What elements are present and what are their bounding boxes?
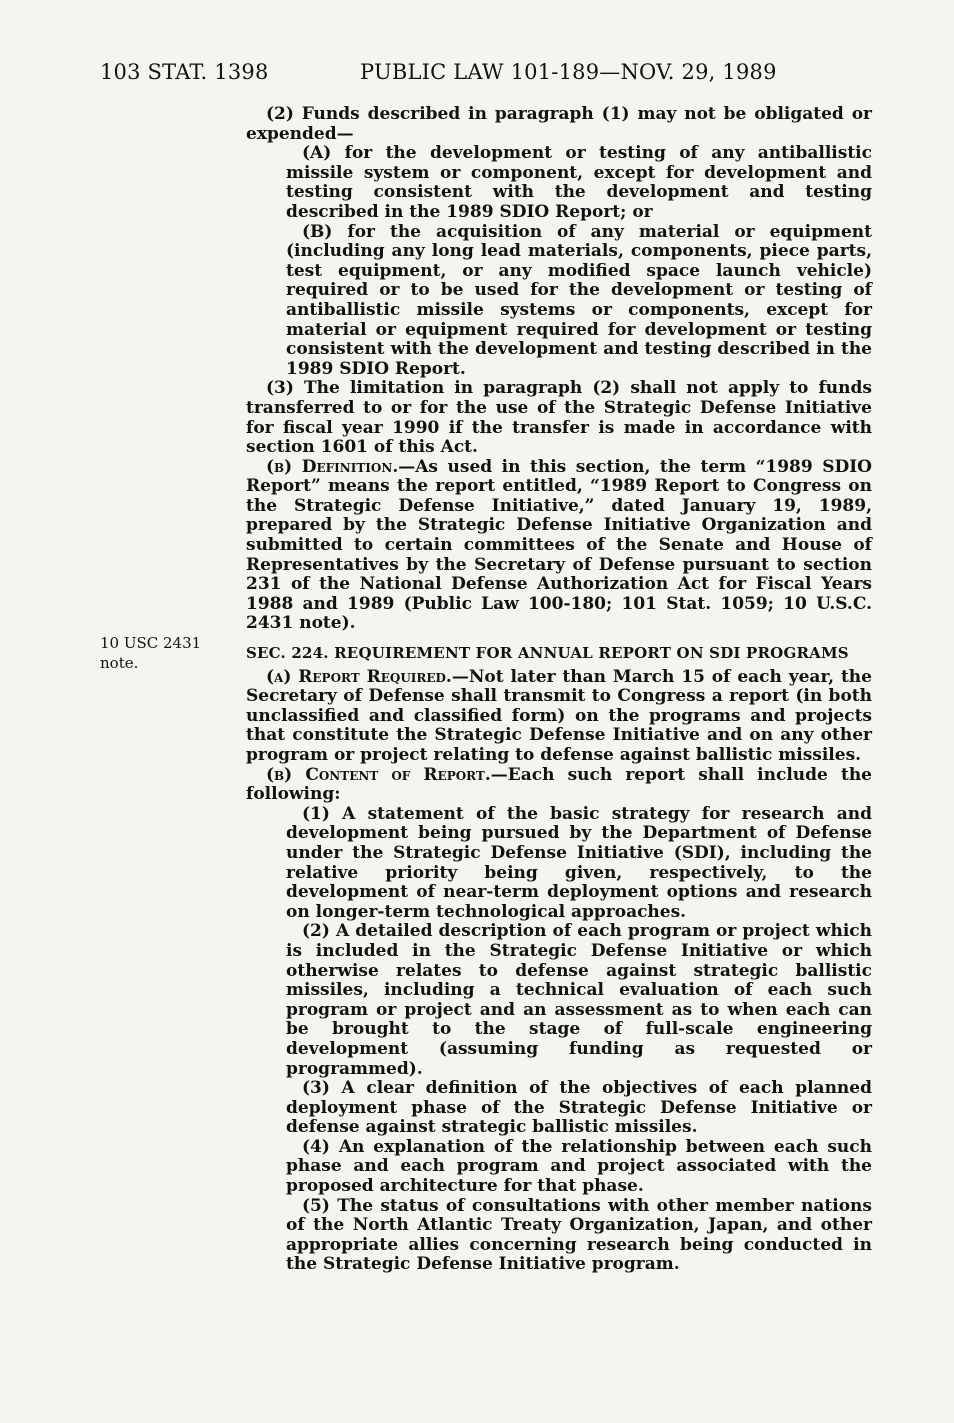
- subsection-b-definition: [246, 458, 872, 634]
- subsection-b-heading: (b) Definition.: [266, 456, 399, 477]
- body-text: [246, 105, 872, 1275]
- subsection-b-content: [246, 766, 872, 805]
- subsection-a-report-required: [246, 668, 872, 766]
- public-law-title: PUBLIC LAW 101-189—NOV. 29, 1989: [360, 60, 777, 84]
- item-3: (3) A clear definition of the objectives of each planned deployment phase of the Strategic Defense Initiative or defense against strategic ballistic missiles.: [286, 1078, 872, 1138]
- subparagraph-b: (B) for the acquisition of any material or equipment (including any long lead materials, components, piece parts, test equipment, or any modified space launch vehicle) required or to be used for the development or testing of antiballistic missile systems or components, except for material or equipment required for development or testing consistent with the development and testing described in the 1989 SDIO Report.: [286, 221, 872, 379]
- margin-note: [100, 633, 201, 673]
- section-heading: SEC. 224. REQUIREMENT FOR ANNUAL REPORT ON SDI PROGRAMS: [246, 644, 849, 663]
- subsection-b-text: —As used in this section, the term “1989 SDIO Report” means the report entitled, “1989 Report to Congress on the Strategic Defense Initiative,” dated January 19, 1989, prepared by the Strategic Defense Initiative Organization and submitted to certain committees of the Senate and House of Representatives by the Secretary of Defense pursuant to section 231 of the National Defense Authorization Act for Fiscal Years 1988 and 1989 (Public Law 100-180; 101 Stat. 1059; 10 U.S.C. 2431 note).: [246, 456, 872, 634]
- margin-note-citation: 10 USC 2431: [100, 634, 202, 652]
- subsection-b-content-text: —Each such report shall include the following:: [246, 764, 872, 805]
- paragraph-2: (2) Funds described in paragraph (1) may not be obligated or expended—: [246, 104, 872, 144]
- item-4: (4) An explanation of the relationship between each such phase and each program and project associated with the proposed architecture for that phase.: [286, 1136, 872, 1197]
- paragraph-3: (3) The limitation in paragraph (2) shall not apply to funds transferred to or for the use of the Strategic Defense Initiative for fiscal year 1990 if the transfer is made in accordance with section 1601 of this Act.: [246, 378, 872, 458]
- item-2: (2) A detailed description of each program or project which is included in the Strategic Defense Initiative or which otherwise relates to defense against strategic ballistic missiles, including a technical evaluation of each such program or project and an assessment as to when each can be brought to the stage of full-scale engineering development (assuming funding as requested or programmed).: [286, 921, 872, 1079]
- margin-note-suffix: note.: [100, 654, 139, 672]
- subsection-b-content-heading: (b) Content of Report.: [266, 764, 491, 785]
- stat-citation: 103 STAT. 1398: [100, 60, 269, 84]
- subsection-a-text: —Not later than March 15 of each year, the Secretary of Defense shall transmit to Congress a report (in both unclassified and classified form) on the programs and projects that constitute the Strategic Defense Initiative and on any other program or project relating to defense against ballistic missiles.: [246, 666, 872, 765]
- item-1: (1) A statement of the basic strategy for research and development being pursued by the Department of Defense under the Strategic Defense Initiative (SDI), including the relative priority being given, respectively, to the development of near-term deployment options and research on longer-term technological approaches.: [286, 803, 872, 922]
- subparagraph-a: (A) for the development or testing of any antiballistic missile system or component, except for development and testing consistent with the development and testing described in the 1989 SDIO Report; or: [286, 143, 872, 222]
- subsection-a-heading: (a) Report Required.: [266, 666, 452, 687]
- item-5: (5) The status of consultations with other member nations of the North Atlantic Treaty Organization, Japan, and other appropriate allies concerning research being conducted in the Strategic Defense Initiative program.: [286, 1195, 872, 1275]
